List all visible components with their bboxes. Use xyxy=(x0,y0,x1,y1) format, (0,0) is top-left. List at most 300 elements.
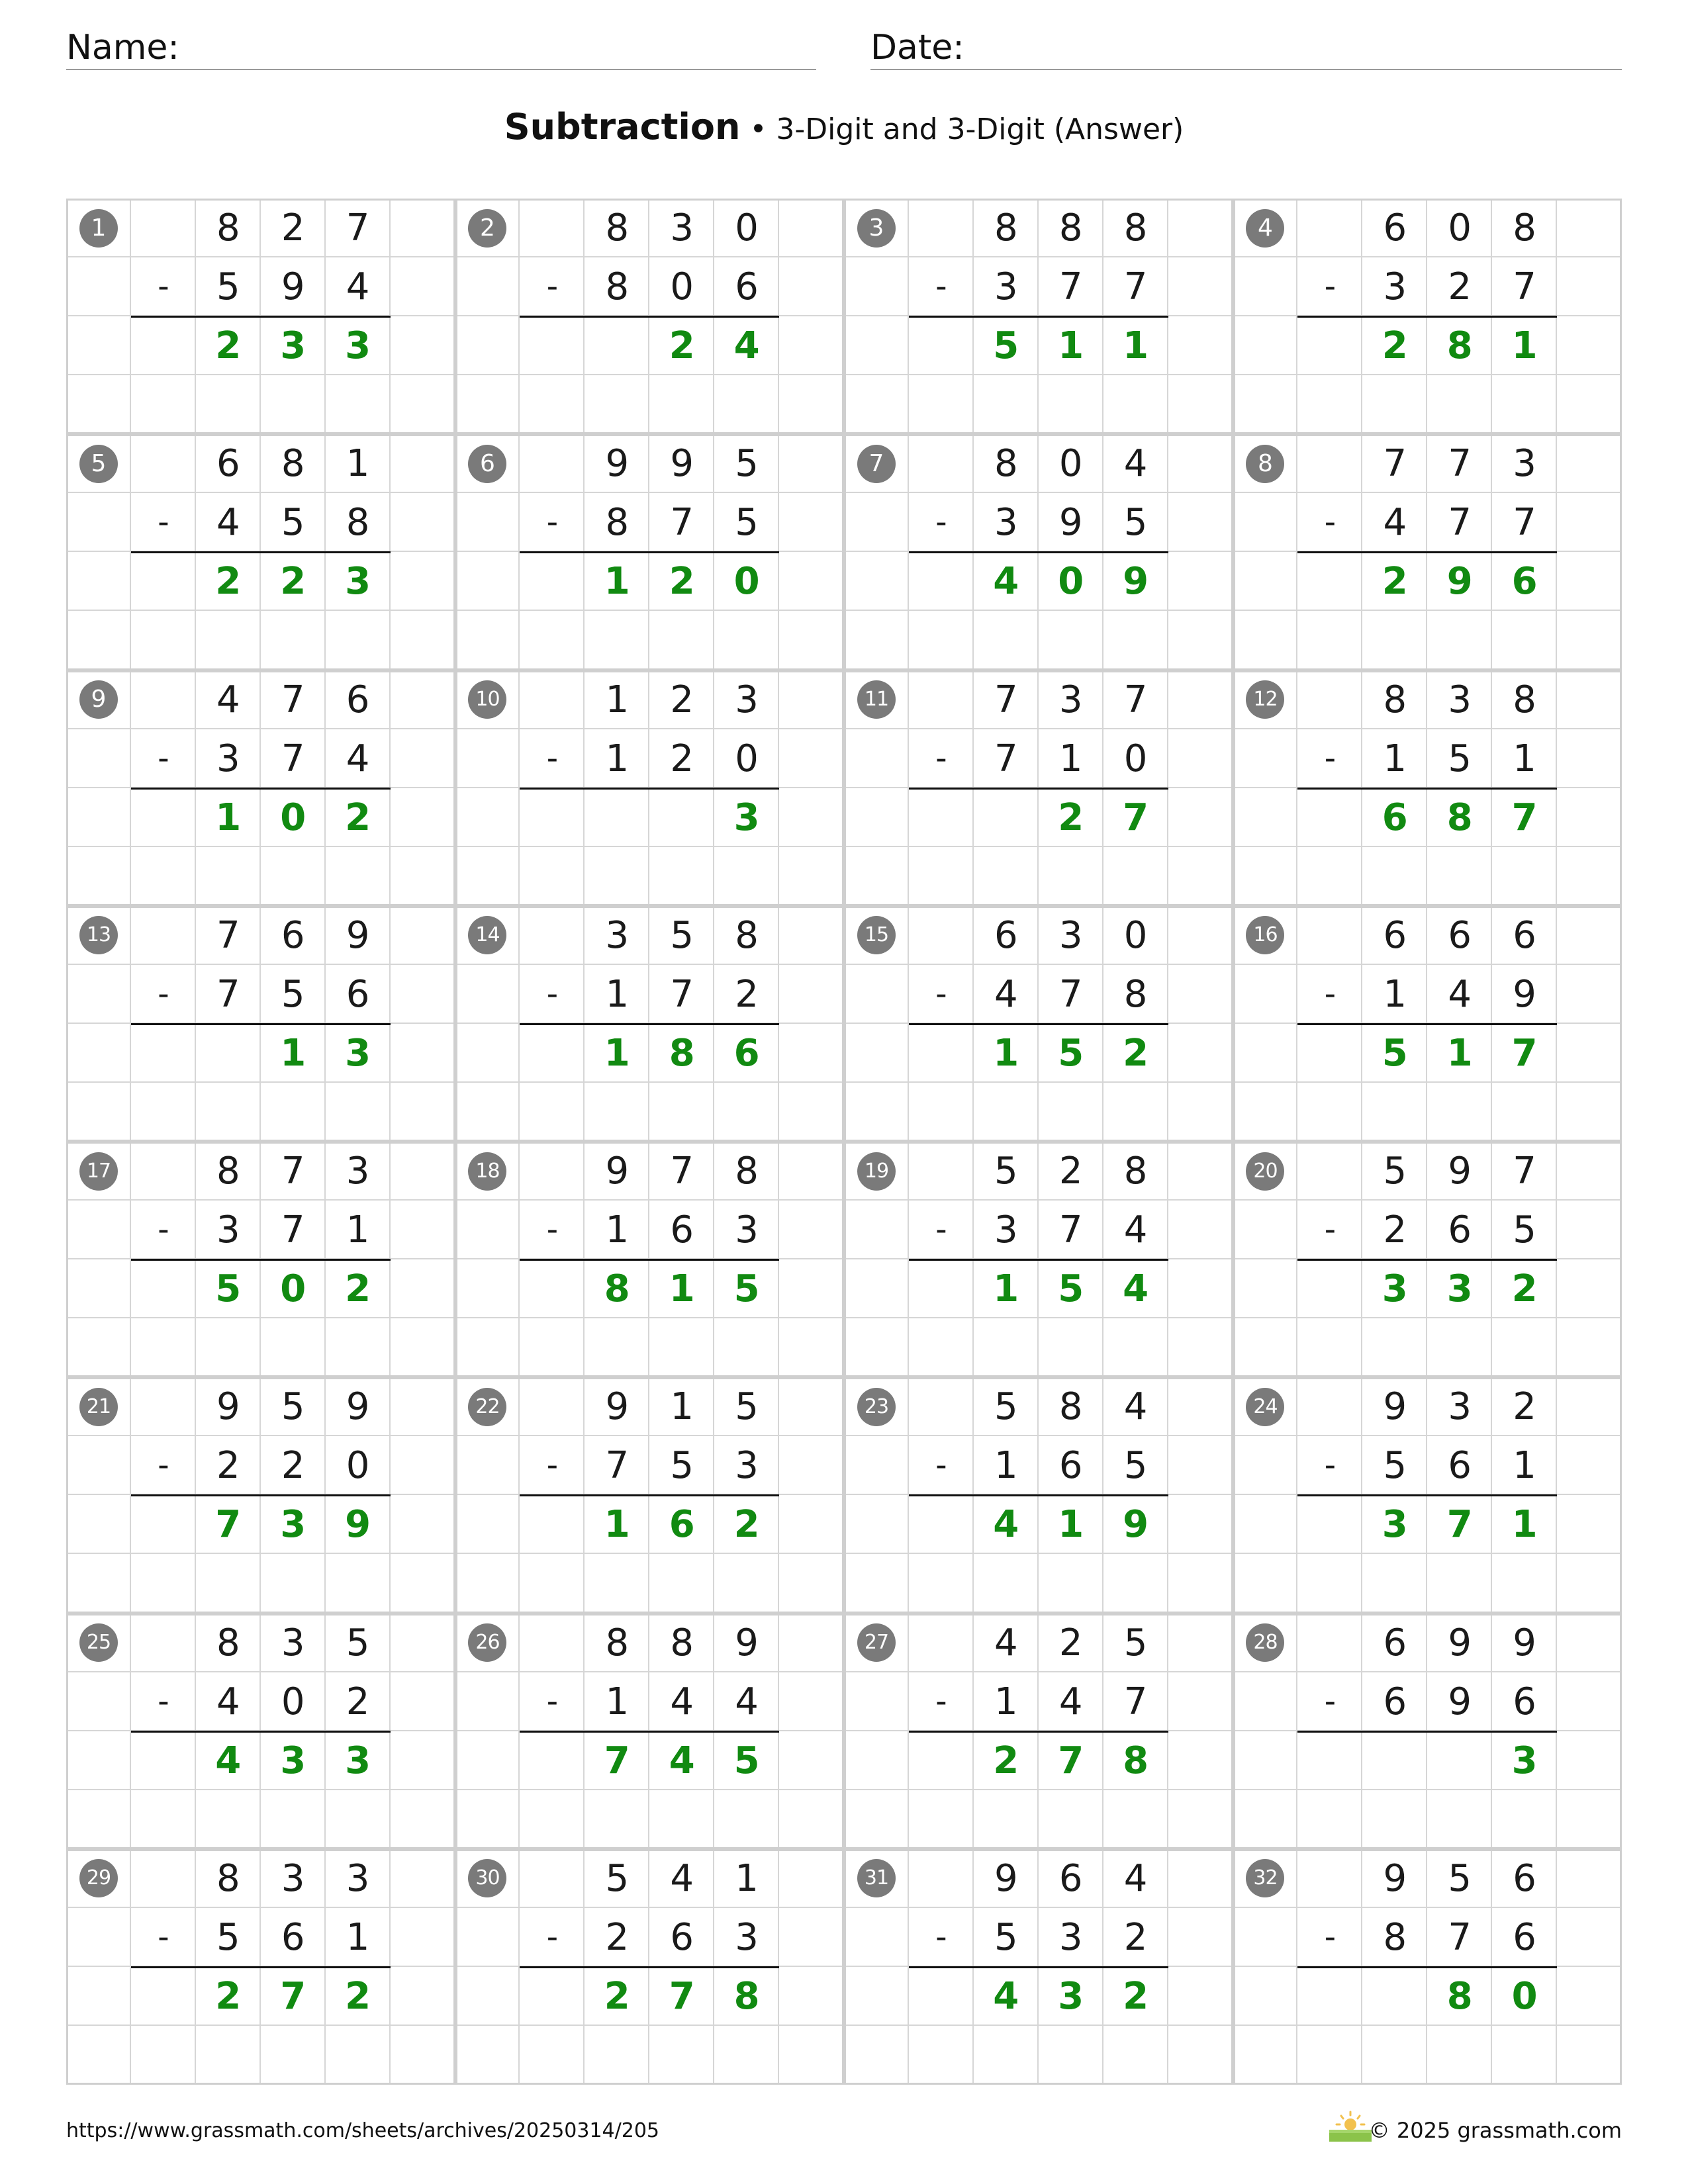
subtrahend-digit: 6 xyxy=(1383,1680,1407,1723)
answer-digit: 2 xyxy=(345,796,371,839)
answer-line xyxy=(1297,1966,1557,1968)
subtrahend-digit: 1 xyxy=(346,1208,370,1252)
answer-digit: 1 xyxy=(993,1031,1019,1075)
subtrahend-digit: 2 xyxy=(735,972,759,1016)
problem-number-badge: 13 xyxy=(79,916,118,954)
answer-line xyxy=(909,1259,1168,1261)
minuend-digit: 6 xyxy=(1383,206,1407,250)
subtrahend-digit: 4 xyxy=(1383,501,1407,545)
answer-digit: 1 xyxy=(1058,1503,1084,1547)
minuend-digit: 3 xyxy=(281,1856,305,1900)
minus-sign: - xyxy=(158,1918,169,1956)
minuend-digit: 7 xyxy=(994,678,1018,721)
minuend-digit: 8 xyxy=(1383,678,1407,721)
answer-line xyxy=(520,1023,779,1025)
answer-digit: 8 xyxy=(669,1031,695,1075)
problem-number-badge: 10 xyxy=(468,680,506,719)
minus-sign: - xyxy=(158,975,169,1013)
answer-line xyxy=(909,1966,1168,1968)
minuend-digit: 1 xyxy=(605,678,630,721)
answer-digit: 8 xyxy=(733,1974,760,2018)
answer-digit: 1 xyxy=(604,1031,630,1075)
problem-number-badge: 27 xyxy=(857,1623,896,1662)
minus-sign: - xyxy=(1324,1918,1336,1956)
minus-sign: - xyxy=(546,504,559,541)
subtrahend-digit: 3 xyxy=(994,501,1018,545)
minus-sign: - xyxy=(546,268,559,306)
subtrahend-digit: 3 xyxy=(994,265,1018,309)
minuend-digit: 8 xyxy=(216,1621,240,1664)
minuend-digit: 8 xyxy=(670,1621,694,1664)
answer-digit: 0 xyxy=(1058,560,1084,604)
subtrahend-digit: 5 xyxy=(216,265,240,309)
minus-sign: - xyxy=(158,739,169,777)
minuend-digit: 9 xyxy=(1383,1856,1407,1900)
minuend-digit: 9 xyxy=(605,1150,630,1193)
answer-line xyxy=(131,1259,391,1261)
answer-digit: 9 xyxy=(345,1503,371,1547)
answer-digit: 3 xyxy=(1446,1267,1473,1311)
subtrahend-digit: 6 xyxy=(1448,1208,1472,1252)
answer-line xyxy=(1297,1731,1557,1733)
answer-digit: 4 xyxy=(993,1503,1019,1547)
minuend-digit: 9 xyxy=(346,1385,370,1429)
subtrahend-digit: 5 xyxy=(281,501,305,545)
answer-line xyxy=(520,551,779,553)
subtrahend-digit: 5 xyxy=(1123,1444,1148,1488)
minuend-digit: 0 xyxy=(1123,913,1148,957)
minuend-digit: 0 xyxy=(1448,206,1472,250)
answer-digit: 3 xyxy=(1382,1503,1408,1547)
minuend-digit: 7 xyxy=(346,206,370,250)
footer-url: https://www.grassmath.com/sheets/archives/20250314/205 xyxy=(66,2119,660,2142)
problem-number-badge: 2 xyxy=(468,209,506,248)
subtrahend-digit: 6 xyxy=(670,1915,694,1959)
minuend-digit: 6 xyxy=(216,442,240,486)
subtrahend-digit: 1 xyxy=(994,1444,1018,1488)
problem-number-badge: 22 xyxy=(468,1388,506,1426)
minuend-digit: 9 xyxy=(605,1385,630,1429)
minus-sign: - xyxy=(158,1682,169,1720)
minuend-digit: 3 xyxy=(1448,678,1472,721)
answer-digit: 6 xyxy=(1511,560,1538,604)
answer-line xyxy=(909,1023,1168,1025)
answer-digit: 5 xyxy=(733,1267,760,1311)
subtrahend-digit: 2 xyxy=(670,737,694,780)
minuend-digit: 8 xyxy=(735,913,759,957)
minus-sign: - xyxy=(546,1682,559,1720)
problem-number-badge: 20 xyxy=(1246,1152,1284,1191)
subtrahend-digit: 1 xyxy=(1383,737,1407,780)
problem-number-badge: 16 xyxy=(1246,916,1284,954)
answer-digit: 8 xyxy=(604,1267,630,1311)
minuend-digit: 8 xyxy=(1123,206,1148,250)
subtrahend-digit: 6 xyxy=(1513,1680,1536,1723)
subtrahend-digit: 4 xyxy=(994,972,1018,1016)
answer-digit: 2 xyxy=(669,560,695,604)
answer-line xyxy=(1297,551,1557,553)
minus-sign: - xyxy=(158,1447,169,1484)
answer-line xyxy=(520,1494,779,1496)
problem-number-badge: 8 xyxy=(1246,445,1284,483)
minuend-digit: 8 xyxy=(1058,206,1083,250)
name-field[interactable] xyxy=(66,25,816,70)
subtrahend-digit: 7 xyxy=(1513,501,1536,545)
minuend-digit: 1 xyxy=(346,442,370,486)
minuend-digit: 6 xyxy=(1448,913,1472,957)
answer-digit: 3 xyxy=(1058,1974,1084,2018)
minuend-digit: 3 xyxy=(1513,442,1536,486)
answer-digit: 8 xyxy=(1123,1739,1149,1782)
answer-line xyxy=(909,551,1168,553)
problem-number-badge: 26 xyxy=(468,1623,506,1662)
minuend-digit: 9 xyxy=(994,1856,1018,1900)
minus-sign: - xyxy=(1324,268,1336,306)
minus-sign: - xyxy=(935,975,947,1013)
answer-line xyxy=(1297,788,1557,790)
minuend-digit: 7 xyxy=(670,1150,694,1193)
date-field[interactable] xyxy=(870,25,1622,70)
subtrahend-digit: 4 xyxy=(346,265,370,309)
answer-digit: 7 xyxy=(669,1974,695,2018)
answer-digit: 7 xyxy=(280,1974,306,2018)
minuend-digit: 3 xyxy=(605,913,630,957)
minuend-digit: 7 xyxy=(1383,442,1407,486)
subtrahend-digit: 0 xyxy=(346,1444,370,1488)
answer-digit: 2 xyxy=(1382,560,1408,604)
subtrahend-digit: 4 xyxy=(216,501,240,545)
answer-digit: 2 xyxy=(215,560,242,604)
answer-digit: 2 xyxy=(1123,1031,1149,1075)
minuend-digit: 6 xyxy=(1513,1856,1536,1900)
minus-sign: - xyxy=(546,1211,559,1249)
minuend-digit: 8 xyxy=(605,206,630,250)
problem-number-badge: 25 xyxy=(79,1623,118,1662)
date-label: Date: xyxy=(870,28,964,68)
subtrahend-digit: 7 xyxy=(1058,265,1083,309)
minuend-digit: 8 xyxy=(605,1621,630,1664)
minus-sign: - xyxy=(1324,504,1336,541)
minuend-digit: 5 xyxy=(281,1385,305,1429)
subtrahend-digit: 1 xyxy=(1513,1444,1536,1488)
minuend-digit: 2 xyxy=(1513,1385,1536,1429)
minuend-digit: 8 xyxy=(216,206,240,250)
subtrahend-digit: 2 xyxy=(281,1444,305,1488)
subtrahend-digit: 6 xyxy=(735,265,759,309)
subtrahend-digit: 0 xyxy=(735,737,759,780)
minuend-digit: 8 xyxy=(994,206,1018,250)
problem-number-badge: 18 xyxy=(468,1152,506,1191)
subtrahend-digit: 2 xyxy=(1383,1208,1407,1252)
answer-digit: 3 xyxy=(280,324,306,368)
subtrahend-digit: 8 xyxy=(605,501,630,545)
subtrahend-digit: 7 xyxy=(670,501,694,545)
subtrahend-digit: 6 xyxy=(670,1208,694,1252)
answer-digit: 0 xyxy=(280,1267,306,1311)
subtrahend-digit: 7 xyxy=(1448,501,1472,545)
answer-digit: 1 xyxy=(993,1267,1019,1311)
minuend-digit: 9 xyxy=(216,1385,240,1429)
minuend-digit: 3 xyxy=(670,206,694,250)
minuend-digit: 5 xyxy=(1123,1621,1148,1664)
title-subtitle: • 3-Digit and 3-Digit (Answer) xyxy=(740,113,1184,146)
subtrahend-digit: 7 xyxy=(1123,1680,1148,1723)
problem-number-badge: 31 xyxy=(857,1859,896,1897)
problem-number-badge: 23 xyxy=(857,1388,896,1426)
minuend-digit: 7 xyxy=(281,1150,305,1193)
minus-sign: - xyxy=(1324,1211,1336,1249)
answer-line xyxy=(520,1731,779,1733)
answer-line xyxy=(1297,1023,1557,1025)
minuend-digit: 5 xyxy=(1383,1150,1407,1193)
subtrahend-digit: 3 xyxy=(216,737,240,780)
answer-digit: 3 xyxy=(1382,1267,1408,1311)
subtrahend-digit: 8 xyxy=(1383,1915,1407,1959)
subtrahend-digit: 4 xyxy=(735,1680,759,1723)
answer-digit: 8 xyxy=(1446,1974,1473,2018)
answer-digit: 2 xyxy=(1511,1267,1538,1311)
subtrahend-digit: 7 xyxy=(1058,1208,1083,1252)
answer-digit: 1 xyxy=(604,560,630,604)
subtrahend-digit: 1 xyxy=(346,1915,370,1959)
problem-number-badge: 19 xyxy=(857,1152,896,1191)
subtrahend-digit: 3 xyxy=(735,1444,759,1488)
subtrahend-digit: 5 xyxy=(1123,501,1148,545)
minus-sign: - xyxy=(935,739,947,777)
answer-digit: 8 xyxy=(1446,796,1473,839)
minuend-digit: 9 xyxy=(605,442,630,486)
subtrahend-digit: 7 xyxy=(1448,1915,1472,1959)
answer-line xyxy=(131,1731,391,1733)
minuend-digit: 1 xyxy=(670,1385,694,1429)
footer-copyright: © 2025 grassmath.com xyxy=(1368,2118,1622,2143)
minus-sign: - xyxy=(935,1211,947,1249)
problem-number-badge: 28 xyxy=(1246,1623,1284,1662)
minus-sign: - xyxy=(1324,1447,1336,1484)
answer-digit: 7 xyxy=(1511,1031,1538,1075)
minuend-digit: 5 xyxy=(670,913,694,957)
minus-sign: - xyxy=(1324,1682,1336,1720)
subtrahend-digit: 1 xyxy=(994,1680,1018,1723)
answer-digit: 2 xyxy=(993,1739,1019,1782)
subtrahend-digit: 3 xyxy=(735,1915,759,1959)
problem-number-badge: 12 xyxy=(1246,680,1284,719)
answer-digit: 2 xyxy=(669,324,695,368)
minuend-digit: 6 xyxy=(1383,913,1407,957)
minuend-digit: 6 xyxy=(1058,1856,1083,1900)
problem-number-badge: 4 xyxy=(1246,209,1284,248)
answer-digit: 9 xyxy=(1123,1503,1149,1547)
minus-sign: - xyxy=(546,975,559,1013)
answer-digit: 4 xyxy=(669,1739,695,1782)
answer-digit: 2 xyxy=(345,1267,371,1311)
minuend-digit: 5 xyxy=(735,442,759,486)
answer-digit: 5 xyxy=(1058,1031,1084,1075)
answer-line xyxy=(909,316,1168,318)
minuend-digit: 0 xyxy=(735,206,759,250)
minuend-digit: 7 xyxy=(1448,442,1472,486)
subtrahend-digit: 7 xyxy=(281,737,305,780)
minuend-digit: 2 xyxy=(670,678,694,721)
subtrahend-digit: 6 xyxy=(1058,1444,1083,1488)
minuend-digit: 9 xyxy=(346,913,370,957)
minuend-digit: 8 xyxy=(1058,1385,1083,1429)
answer-line xyxy=(520,316,779,318)
answer-digit: 2 xyxy=(215,1974,242,2018)
minuend-digit: 6 xyxy=(346,678,370,721)
subtrahend-digit: 1 xyxy=(605,1208,630,1252)
answer-digit: 7 xyxy=(1058,1739,1084,1782)
subtrahend-digit: 2 xyxy=(1448,265,1472,309)
subtrahend-digit: 8 xyxy=(346,501,370,545)
answer-digit: 2 xyxy=(733,1503,760,1547)
subtrahend-digit: 4 xyxy=(1123,1208,1148,1252)
minus-sign: - xyxy=(935,504,947,541)
answer-digit: 3 xyxy=(345,560,371,604)
subtrahend-digit: 7 xyxy=(216,972,240,1016)
answer-digit: 7 xyxy=(1511,796,1538,839)
answer-digit: 9 xyxy=(1123,560,1149,604)
answer-digit: 6 xyxy=(669,1503,695,1547)
title-main: Subtraction xyxy=(504,106,741,148)
minuend-digit: 7 xyxy=(1513,1150,1536,1193)
page-title xyxy=(0,106,1688,148)
answer-digit: 4 xyxy=(993,1974,1019,2018)
problem-number-badge: 17 xyxy=(79,1152,118,1191)
answer-digit: 5 xyxy=(993,324,1019,368)
minuend-digit: 5 xyxy=(605,1856,630,1900)
subtrahend-digit: 7 xyxy=(1513,265,1536,309)
answer-digit: 4 xyxy=(993,560,1019,604)
minuend-digit: 4 xyxy=(994,1621,1018,1664)
minus-sign: - xyxy=(546,1918,559,1956)
minus-sign: - xyxy=(935,268,947,306)
subtrahend-digit: 0 xyxy=(281,1680,305,1723)
minuend-digit: 9 xyxy=(1513,1621,1536,1664)
minuend-digit: 8 xyxy=(735,1150,759,1193)
minuend-digit: 8 xyxy=(1513,206,1536,250)
subtrahend-digit: 9 xyxy=(281,265,305,309)
subtrahend-digit: 3 xyxy=(216,1208,240,1252)
minuend-digit: 6 xyxy=(994,913,1018,957)
problem-number-badge: 1 xyxy=(79,209,118,248)
minuend-digit: 5 xyxy=(1448,1856,1472,1900)
subtrahend-digit: 1 xyxy=(1513,737,1536,780)
subtrahend-digit: 1 xyxy=(605,737,630,780)
subtrahend-digit: 4 xyxy=(216,1680,240,1723)
subtrahend-digit: 0 xyxy=(670,265,694,309)
minus-sign: - xyxy=(1324,975,1336,1013)
problem-number-badge: 32 xyxy=(1246,1859,1284,1897)
subtrahend-digit: 9 xyxy=(1513,972,1536,1016)
answer-digit: 7 xyxy=(1446,1503,1473,1547)
minuend-digit: 9 xyxy=(1448,1150,1472,1193)
answer-line xyxy=(520,788,779,790)
minus-sign: - xyxy=(935,1918,947,1956)
subtrahend-digit: 6 xyxy=(1448,1444,1472,1488)
subtrahend-digit: 2 xyxy=(346,1680,370,1723)
problem-number-badge: 6 xyxy=(468,445,506,483)
answer-digit: 7 xyxy=(1123,796,1149,839)
subtrahend-digit: 6 xyxy=(281,1915,305,1959)
answer-digit: 3 xyxy=(280,1739,306,1782)
minuend-digit: 3 xyxy=(1058,913,1083,957)
subtrahend-digit: 9 xyxy=(1058,501,1083,545)
answer-digit: 1 xyxy=(1511,1503,1538,1547)
minuend-digit: 3 xyxy=(1058,678,1083,721)
sun-over-grass-icon xyxy=(1327,2110,1374,2144)
minuend-digit: 9 xyxy=(670,442,694,486)
minuend-digit: 4 xyxy=(216,678,240,721)
answer-digit: 1 xyxy=(1446,1031,1473,1075)
answer-line xyxy=(1297,1494,1557,1496)
problem-number-badge: 9 xyxy=(79,680,118,719)
subtrahend-digit: 8 xyxy=(605,265,630,309)
answer-digit: 7 xyxy=(215,1503,242,1547)
minuend-digit: 5 xyxy=(994,1385,1018,1429)
answer-line xyxy=(909,1731,1168,1733)
minuend-digit: 3 xyxy=(281,1621,305,1664)
subtrahend-digit: 7 xyxy=(994,737,1018,780)
answer-digit: 9 xyxy=(1446,560,1473,604)
answer-digit: 1 xyxy=(604,1503,630,1547)
answer-digit: 2 xyxy=(280,560,306,604)
minuend-digit: 8 xyxy=(216,1150,240,1193)
subtrahend-digit: 2 xyxy=(216,1444,240,1488)
minus-sign: - xyxy=(546,1447,559,1484)
minuend-digit: 5 xyxy=(735,1385,759,1429)
answer-digit: 3 xyxy=(733,796,760,839)
answer-digit: 3 xyxy=(280,1503,306,1547)
problem-number-badge: 14 xyxy=(468,916,506,954)
answer-digit: 0 xyxy=(280,796,306,839)
minuend-digit: 4 xyxy=(1123,1856,1148,1900)
minuend-digit: 6 xyxy=(281,913,305,957)
subtrahend-digit: 1 xyxy=(605,972,630,1016)
answer-line xyxy=(131,1023,391,1025)
minuend-digit: 8 xyxy=(1123,1150,1148,1193)
answer-digit: 2 xyxy=(215,324,242,368)
problem-number-badge: 21 xyxy=(79,1388,118,1426)
answer-digit: 3 xyxy=(345,1031,371,1075)
subtrahend-digit: 7 xyxy=(1058,972,1083,1016)
subtrahend-digit: 7 xyxy=(281,1208,305,1252)
answer-line xyxy=(1297,316,1557,318)
answer-line xyxy=(1297,1259,1557,1261)
answer-line xyxy=(131,1494,391,1496)
answer-digit: 5 xyxy=(1382,1031,1408,1075)
subtrahend-digit: 5 xyxy=(735,501,759,545)
answer-digit: 7 xyxy=(604,1739,630,1782)
minuend-digit: 7 xyxy=(1123,678,1148,721)
subtrahend-digit: 5 xyxy=(670,1444,694,1488)
answer-digit: 1 xyxy=(280,1031,306,1075)
subtrahend-digit: 7 xyxy=(670,972,694,1016)
minuend-digit: 6 xyxy=(1383,1621,1407,1664)
answer-digit: 1 xyxy=(215,796,242,839)
minuend-digit: 8 xyxy=(281,442,305,486)
subtrahend-digit: 6 xyxy=(1513,1915,1536,1959)
answer-digit: 0 xyxy=(733,560,760,604)
subtrahend-digit: 3 xyxy=(735,1208,759,1252)
subtrahend-digit: 1 xyxy=(1383,972,1407,1016)
subtrahend-digit: 3 xyxy=(1383,265,1407,309)
subtrahend-digit: 9 xyxy=(1448,1680,1472,1723)
answer-digit: 2 xyxy=(1123,1974,1149,2018)
minuend-digit: 7 xyxy=(216,913,240,957)
subtrahend-digit: 4 xyxy=(1058,1680,1083,1723)
minus-sign: - xyxy=(158,1211,169,1249)
